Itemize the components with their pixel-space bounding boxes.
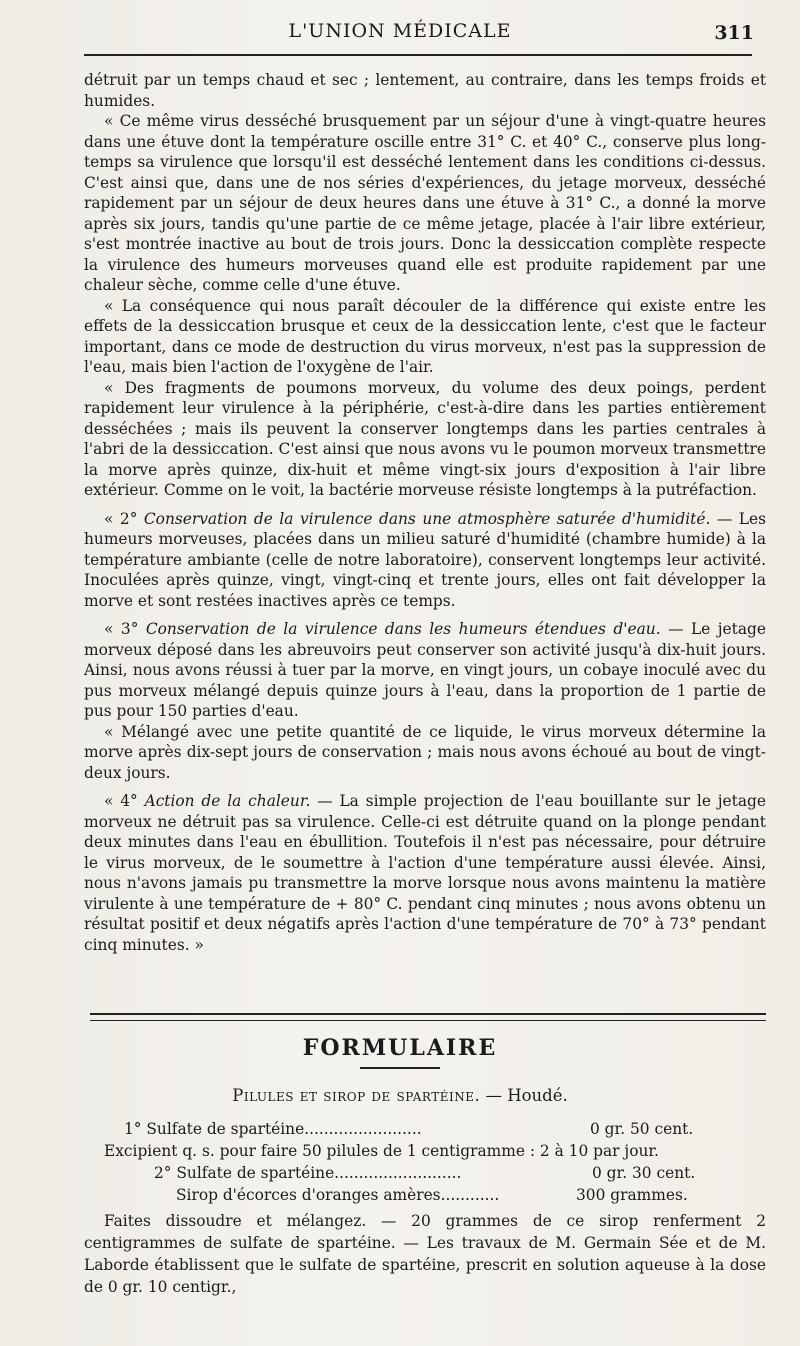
section-text: — Les humeurs morveuses, placées dans un milieu saturé d'humidité (chambre humide) à la température ambiante (celle de notre laboratoire), conservent longtemps leur activité. Inoculées après quinze, vingt, vingt-cinq et trente jours, elles ont fait développer la morve et sont restées inactives après ce temps.	[84, 509, 766, 610]
title-underline	[360, 1067, 440, 1069]
recipe-notes	[84, 1210, 766, 1298]
recipe-line	[84, 1162, 766, 1184]
paragraph: « Ce même virus desséché brusquement par un séjour d'une à vingt-quatre heures dans une étuve dont la température oscille entre 31° C. et 40° C., conserve plus long-temps sa virulence que lorsqu'il est desséché lentement dans les conditions ci-dessus. C'est ainsi que, dans une de nos séries d'expériences, du jetage morveux, desséché rapidement par un séjour de deux heures dans une étuve à 31° C., a donné la morve après six jours, tandis qu'une partie de ce même jetage, placée à l'air libre extérieur, s'est montrée inactive au bout de trois jours. Donc la dessiccation complète respecte la virulence des humeurs morveuses quand elle est produite rapidement par une chaleur sèche, comme celle d'une étuve.	[84, 112, 766, 294]
section-3-paragraph	[84, 619, 766, 722]
paragraph: détruit par un temps chaud et sec ; lentement, au contraire, dans les temps froids et humides.	[84, 71, 766, 110]
recipe-author: — Houdé.	[480, 1086, 568, 1105]
formulaire-section-header	[0, 1035, 800, 1069]
section-heading: Conservation de la virulence dans les humeurs étendues d'eau.	[145, 620, 661, 638]
quantity: 0 gr. 50 cent.	[590, 1120, 694, 1138]
recipe-line	[84, 1184, 766, 1206]
paragraph: Faites dissoudre et mélangez. — 20 grammes de ce sirop renferment 2 centigrammes de sulfate de spartéine. — Les travaux de M. Germain Sée et de M. Laborde établissent que le sulfate de spartéine, prescrit en solution aqueuse à la dose de 0 gr. 10 centigr.,	[84, 1212, 766, 1296]
section-2-paragraph	[84, 509, 766, 612]
section-text: — Le jetage morveux déposé dans les abreuvoirs peut conserver son activité jusqu'à dix-huit jours. Ainsi, nous avons réussi à tuer par la morve, en vingt jours, un cobaye inoculé avec du pus morveux mélangé depuis quinze jours à l'eau, dans la proportion de 1 partie de pus pour 150 parties d'eau.	[84, 620, 766, 720]
section-title: FORMULAIRE	[302, 1035, 498, 1061]
recipe-lines	[84, 1118, 766, 1206]
article-body	[84, 70, 766, 955]
journal-title: L'UNION MÉDICALE	[288, 20, 512, 42]
ingredient: 1° Sulfate de spartéine........................	[124, 1120, 422, 1138]
section-text: — La simple projection de l'eau bouillante sur le jetage morveux ne détruit pas sa virulence. Celle-ci est détruite quand on la plonge pendant deux minutes dans l'eau en ébullition. Toutefois il n'est pas nécessaire, pour détruire le virus morveux, de le soumettre à l'action d'une température aussi élevée. Ainsi, nous n'avons jamais pu transmettre la morve lorsque nous avons maintenu la matière virulente à une température de + 80° C. pendant cinq minutes ; nous avons obtenu un résultat positif et deux négatifs après l'action d'une température de 70° à 73° pendant cinq minutes. »	[84, 792, 766, 954]
section-lead: « 4°	[104, 792, 145, 810]
header-rule	[84, 54, 752, 56]
paragraph: « La conséquence qui nous paraît découler de la différence qui existe entre les effets de la dessiccation brusque et ceux de la dessiccation lente, c'est que le facteur important, dans ce mode de destruction du virus morveux, n'est pas la suppression de l'eau, mais bien l'action de l'oxygène de l'air.	[84, 296, 766, 376]
recipe-name: Pilules et sirop de spartéine.	[232, 1086, 481, 1105]
paragraph: « Mélangé avec une petite quantité de ce liquide, le virus morveux détermine la morve après dix-sept jours de conservation ; mais nous avons échoué au bout de vingt-deux jours.	[84, 722, 766, 782]
recipe-line	[84, 1118, 766, 1140]
recipe-line	[84, 1140, 766, 1162]
section-heading: Action de la chaleur.	[144, 792, 311, 810]
paragraph: « Des fragments de poumons morveux, du volume des deux poings, perdent rapidement leur virulence à la périphérie, c'est-à-dire dans les parties entièrement desséchées ; mais ils peuvent la conserver longtemps dans les parties centrales à l'abri de la dessiccation. C'est ainsi que nous avons vu le poumon morveux transmettre la morve après quinze, dix-huit et même vingt-six jours d'exposition à l'air libre extérieur. Comme on le voit, la bactérie morveuse résiste longtemps à la putréfaction.	[84, 378, 766, 499]
quantity: 300 grammes.	[576, 1186, 688, 1204]
section-4-paragraph	[84, 791, 766, 955]
ingredient: Excipient q. s. pour faire 50 pilules de 1 centigramme : 2 à 10 par jour.	[104, 1142, 659, 1160]
section-lead: « 3°	[104, 620, 146, 638]
section-heading: Conservation de la virulence dans une atmosphère saturée d'humidité.	[143, 509, 711, 528]
recipe-title	[0, 1086, 800, 1105]
quantity: 0 gr. 30 cent.	[592, 1164, 696, 1182]
section-lead: « 2°	[104, 509, 144, 528]
page-number: 311	[714, 22, 754, 44]
ingredient: 2° Sulfate de spartéine..........................	[154, 1164, 462, 1182]
ingredient: Sirop d'écorces d'oranges amères............	[176, 1186, 500, 1204]
section-divider	[90, 1013, 766, 1021]
running-header	[0, 18, 800, 52]
